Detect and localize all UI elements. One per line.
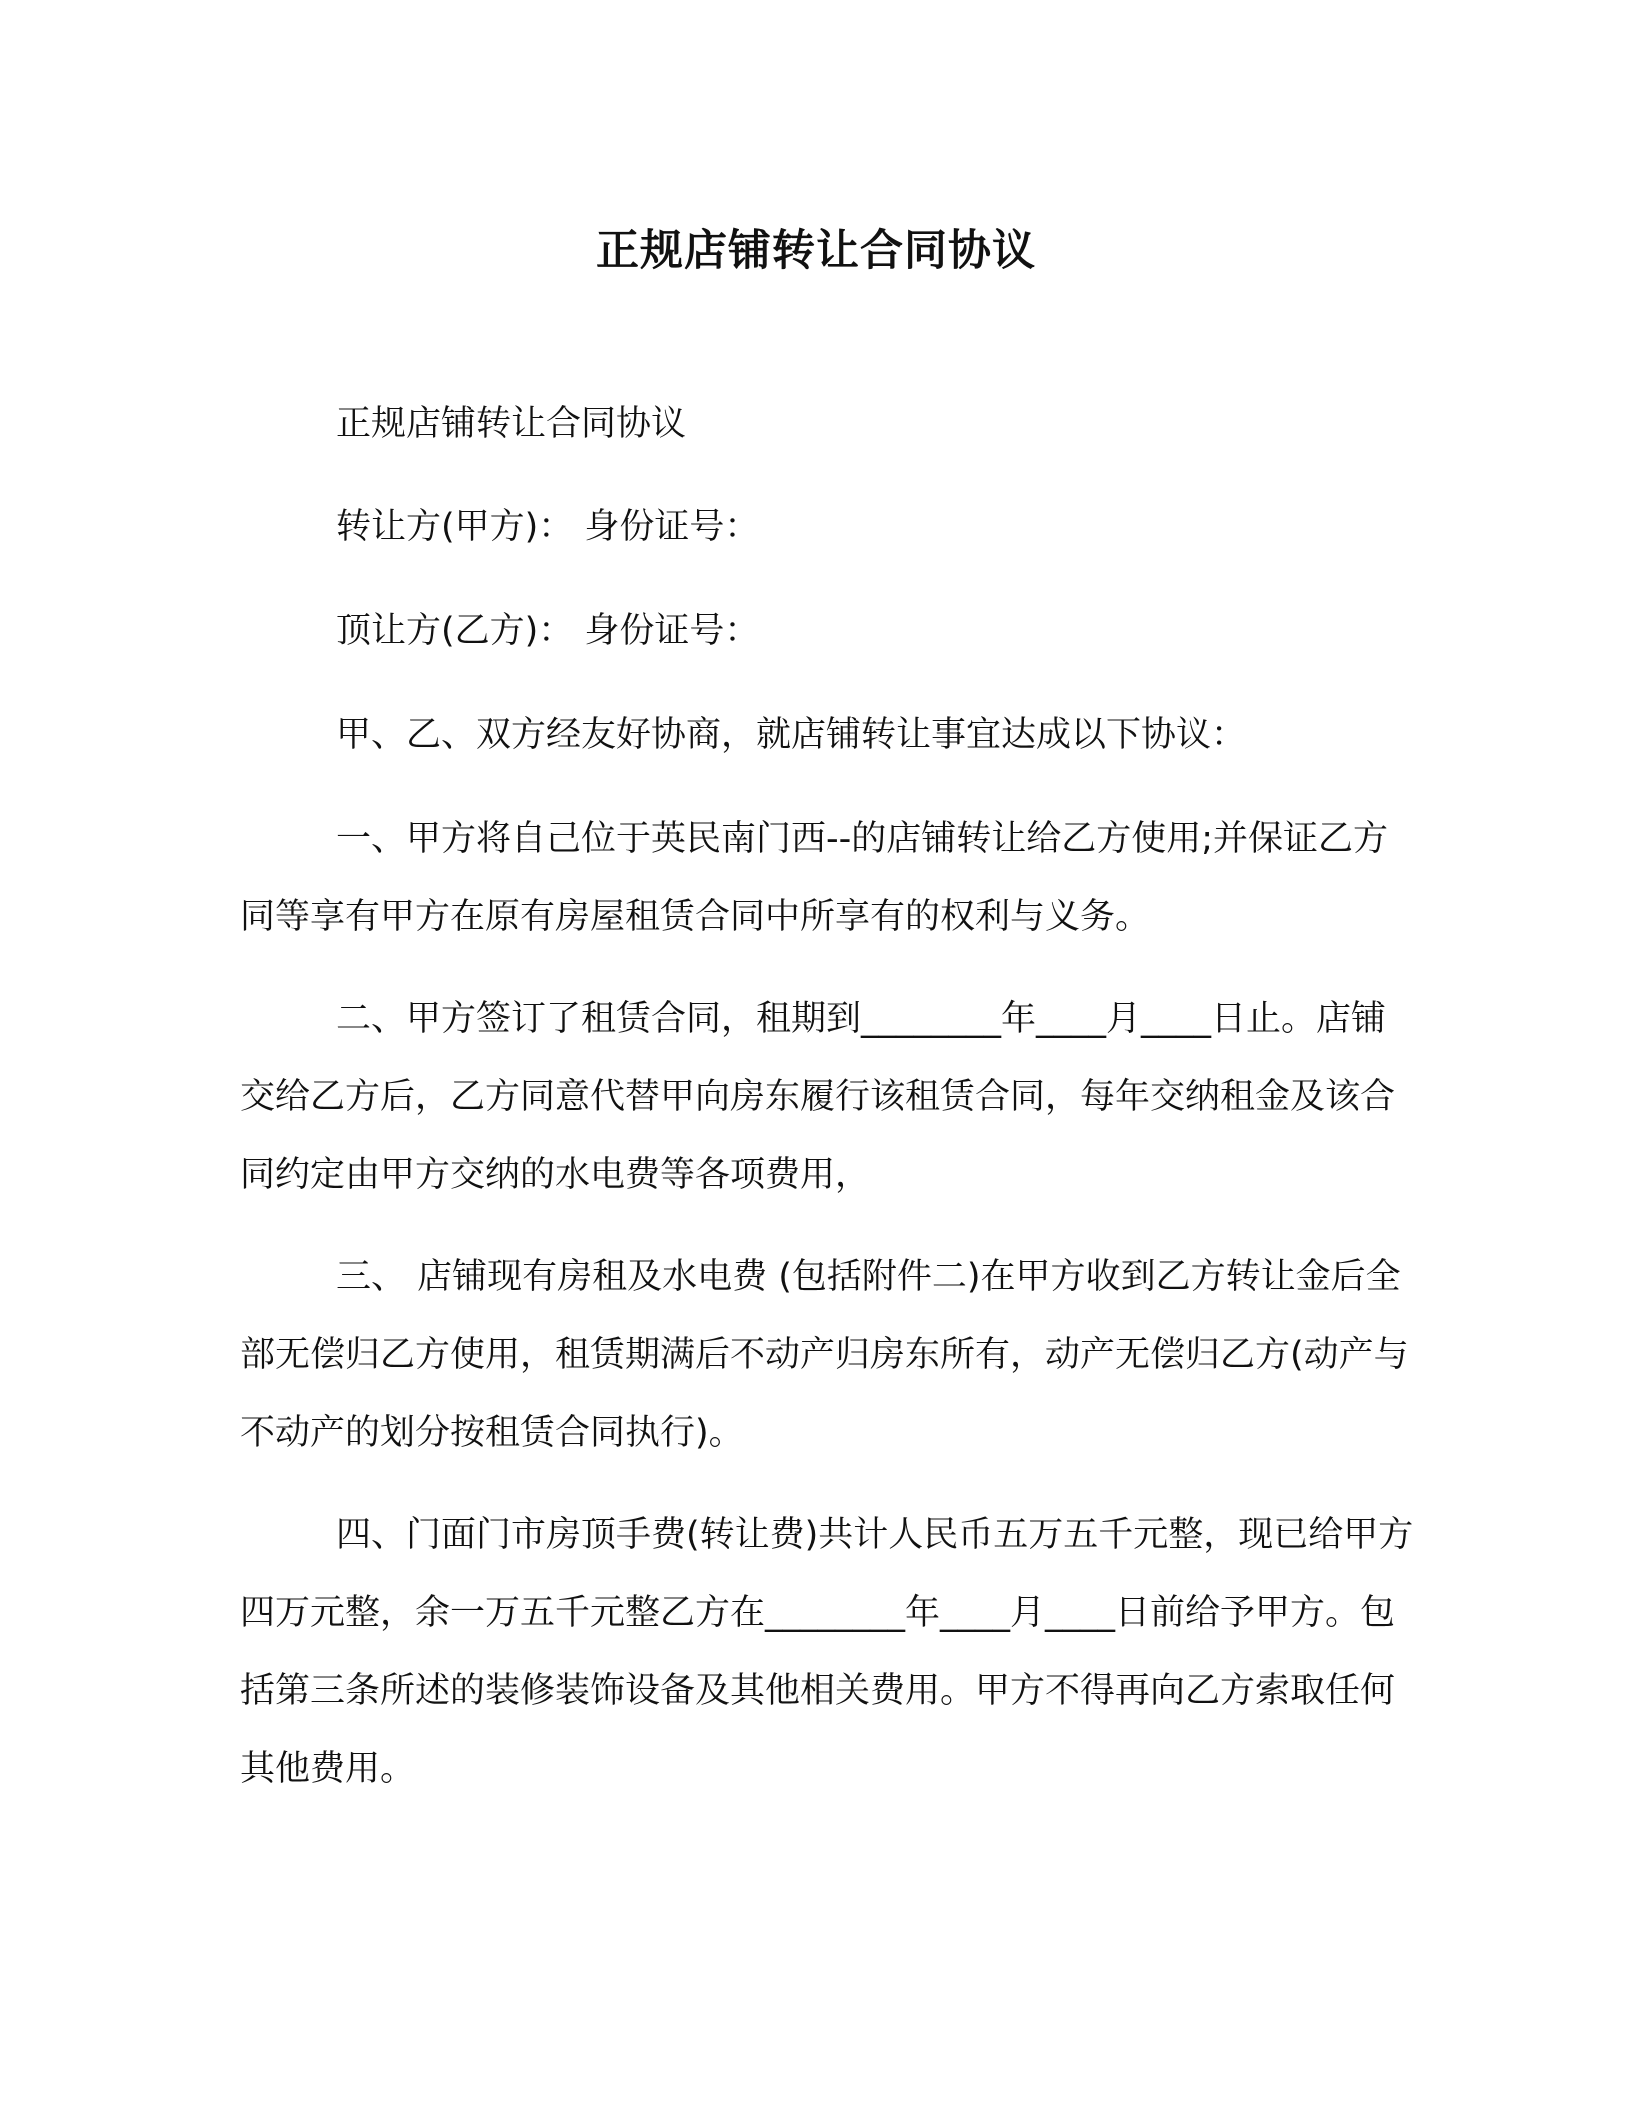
clause-2: 二、甲方签订了租赁合同，租期到________年____月____日止。店铺交给乙方后，乙方同意代替甲向房东履行该租赁合同，每年交纳租金及该合同约定由甲方交纳的水电费等各项费用， — [240, 999, 1396, 1195]
document-title: 正规店铺转让合同协议 — [596, 226, 1036, 276]
agreement-intro: 甲、乙、双方经友好协商，就店铺转让事宜达成以下协议： — [336, 715, 1247, 755]
document-subtitle: 正规店铺转让合同协议 — [336, 404, 687, 444]
transferor-line: 转让方(甲方)： 身份证号： — [336, 507, 760, 547]
transferee-line: 顶让方(乙方)： 身份证号： — [336, 611, 760, 651]
clause-3: 三、 店铺现有房租及水电费 (包括附件二)在甲方收到乙方转让金后全部无偿归乙方使用，租赁期满后不动产归房东所有，动产无偿归乙方(动产与不动产的划分按租赁合同执行)。 — [240, 1257, 1409, 1453]
clause-4: 四、门面门市房顶手费(转让费)共计人民币五万五千元整，现已给甲方四万元整，余一万五千元整乙方在________年____月____日前给予甲方。包括第三条所述的装修装饰设备及其他相关费用。甲方不得再向乙方索取任何其他费用。 — [240, 1515, 1414, 1789]
clause-1: 一、甲方将自己位于英民南门西--的店铺转让给乙方使用;并保证乙方同等享有甲方在原有房屋租赁合同中所享有的权利与义务。 — [240, 819, 1389, 937]
